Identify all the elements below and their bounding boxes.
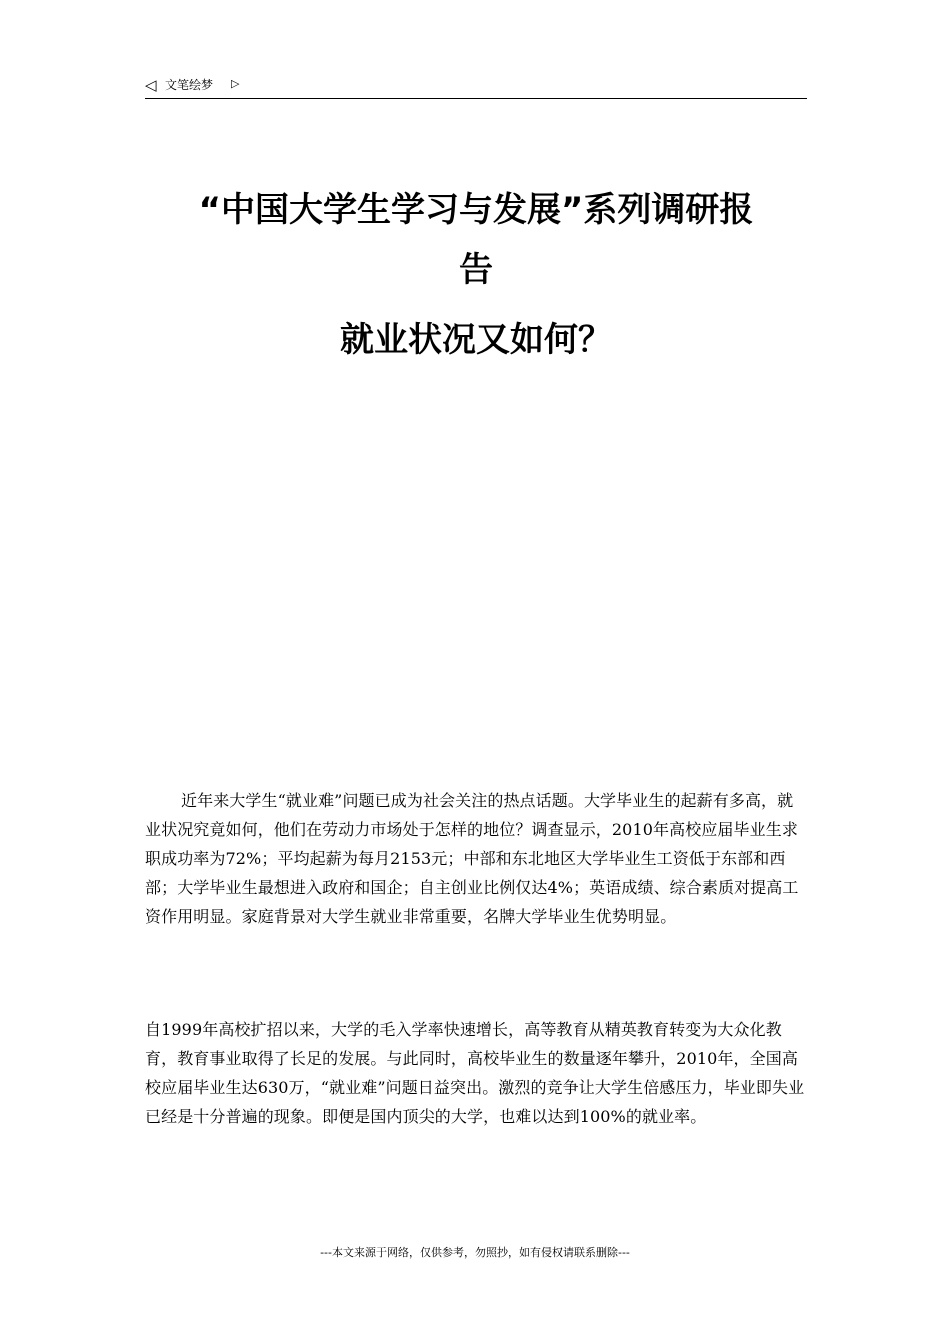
header-title: 文笔绘梦 <box>165 78 214 92</box>
body-paragraph-2: 自1999年高校扩招以来，大学的毛入学率快速增长，高等教育从精英教育转变为大众化教育，教育事业取得了长足的发展。与此同时，高校毕业生的数量逐年攀升，2010年，全国高校应届毕业生达630万，“就业难”问题日益突出。激烈的竞争让大学生倍感压力，毕业即失业已经是十分普遍的现象。即便是国内顶尖的大学，也难以达到100%的就业率。 <box>145 1020 805 1126</box>
document-subtitle: 就业状况又如何？ <box>340 320 612 360</box>
document-title <box>145 180 807 370</box>
footer-disclaimer: ---本文来源于网络，仅供参考，勿照抄，如有侵权请联系删除--- <box>320 1246 630 1259</box>
left-triangle-icon: ◁ <box>145 76 157 94</box>
right-triangle-icon: ▷ <box>231 77 240 90</box>
body-paragraph-1: 近年来大学生“就业难”问题已成为社会关注的热点话题。大学毕业生的起薪有多高，就业状况究竟如何，他们在劳动力市场处于怎样的地位？调查显示，2010年高校应届毕业生求职成功率为72%；平均起薪为每月2153元；中部和东北地区大学毕业生工资低于东部和西部；大学毕业生最想进入政府和国企；自主创业比例仅达4%；英语成绩、综合素质对提高工资作用明显。家庭背景对大学生就业非常重要，名牌大学毕业生优势明显。 <box>145 791 799 926</box>
page-header <box>145 74 807 99</box>
title-line-1: “中国大学生学习与发展”系列调研报 <box>198 190 754 230</box>
title-line-2: 告 <box>459 250 493 290</box>
